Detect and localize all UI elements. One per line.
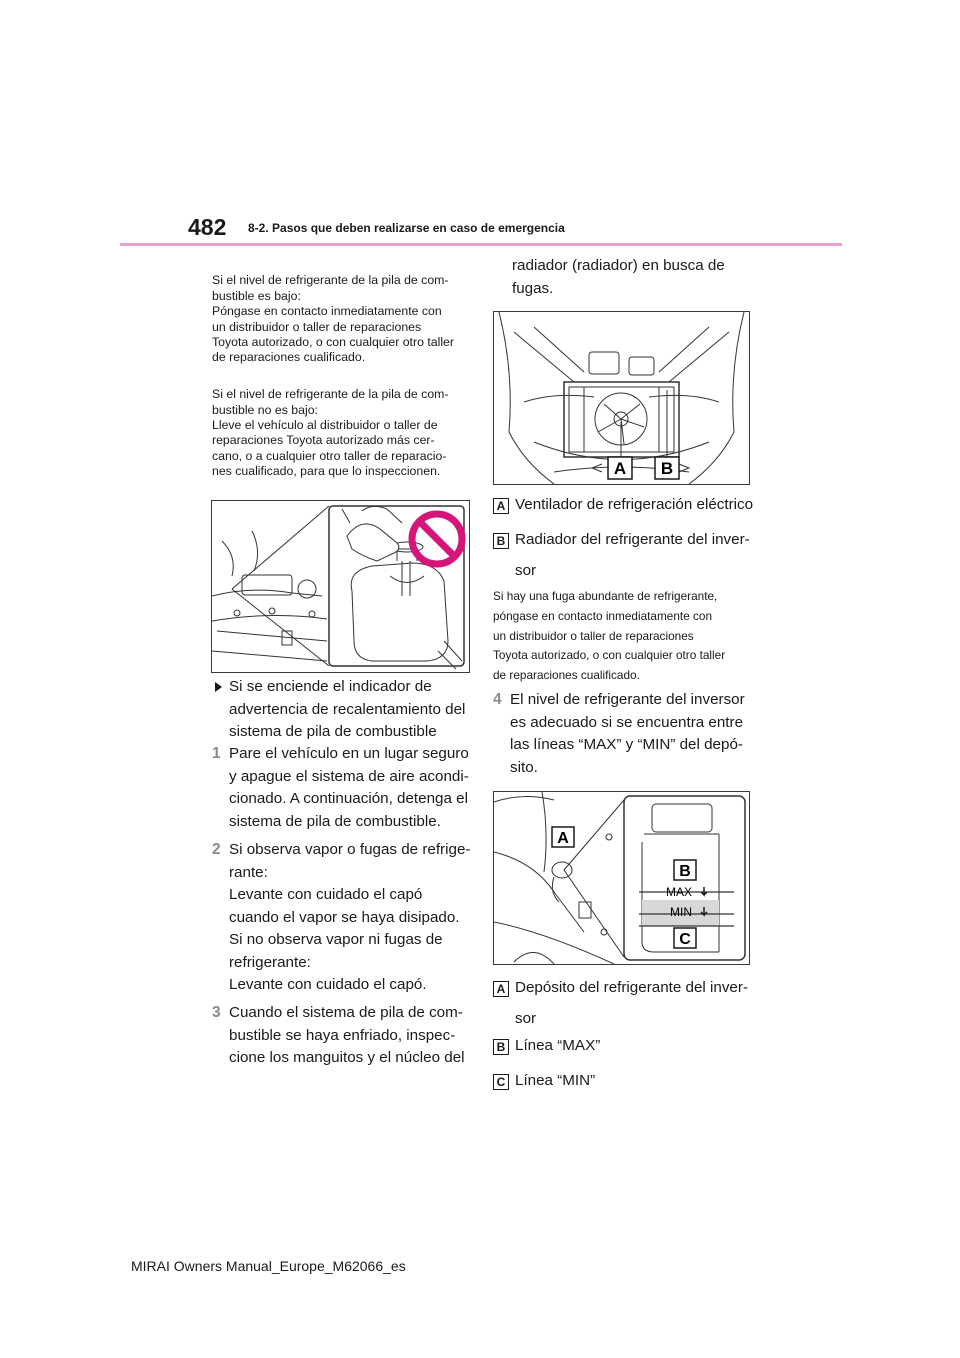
step-text: El nivel de refrigerante del inversor es adecuado si se encuentra entre las líneas “MAX” y “MIN” del depó- sito. (510, 691, 745, 776)
step-text: Pare el vehículo en un lugar seguro y apague el sistema de aire acondi- cionado. A continuación, detenga el sistema de pila de combustible. (229, 745, 469, 830)
legend-max-line (493, 1036, 755, 1061)
legend-text: Línea “MIN” (515, 1072, 596, 1089)
svg-text:A: A (557, 830, 569, 847)
figure-radiator (493, 311, 750, 485)
note-not-low-level: Si el nivel de refrigerante de la pila de com- bustible no es bajo: Lleve el vehículo al distribuidor o taller de reparaciones Toyota autorizado más cer- cano, o a cualquier otro taller de reparacio- nes cualificado, para que lo inspeccionen. (212, 387, 449, 479)
step-2 (212, 839, 474, 997)
legend-key: B (493, 533, 509, 549)
step-number: 4 (493, 691, 502, 708)
step-number: 1 (212, 745, 221, 762)
svg-text:B: B (679, 863, 691, 880)
legend-tank (493, 978, 755, 1034)
page-number: 482 (188, 214, 227, 240)
overheat-heading: Si se enciende el indicador de advertencia de recalentamiento del sistema de pila de combustible (212, 676, 472, 744)
step-text: Cuando el sistema de pila de com- bustible se haya enfriado, inspec- cione los manguitos y el núcleo del (229, 1004, 465, 1066)
legend-key: B (493, 1039, 509, 1055)
step-4 (493, 689, 755, 779)
callout-a-fig2 (552, 827, 574, 847)
figure-inverter-tank (493, 791, 750, 965)
step-3-continuation: radiador (radiador) en busca de fugas. (512, 257, 725, 297)
max-mark-label: MAX (666, 885, 693, 899)
svg-text:C: C (679, 931, 691, 948)
legend-fan (493, 495, 755, 520)
footer-manual-id: MIRAI Owners Manual_Europe_M62066_es (131, 1258, 406, 1274)
step-number: 3 (212, 1004, 221, 1021)
legend-text: Ventilador de refrigeración eléctrico (515, 496, 754, 513)
legend-radiator (493, 530, 755, 586)
note-low-level: Si el nivel de refrigerante de la pila de com- bustible es bajo: Póngase en contacto inmediatamente con un distribuidor o taller de reparaciones Toyota autorizado, o con cualquier otro taller de reparaciones cualificado. (212, 273, 454, 365)
callout-b-fig2 (674, 860, 696, 880)
svg-text:A: A (613, 459, 627, 478)
legend-text: Depósito del refrigerante del inver- sor (515, 979, 748, 1027)
legend-min-line (493, 1071, 755, 1096)
step-text: Si observa vapor o fugas de refrige- rante: Levante con cuidado el capó cuando el vapor se haya disipado. Si no observa vapor ni fugas de refrigerante: Levante con cuidado el capó. (229, 841, 471, 993)
section-title: 8-2. Pasos que deben realizarse en caso de emergencia (248, 221, 565, 235)
callout-b-fig1 (655, 457, 679, 479)
callout-a-fig1 (608, 457, 632, 479)
legend-key: A (493, 981, 509, 997)
step-3 (212, 1002, 474, 1070)
legend-key: A (493, 498, 509, 514)
legend-key: C (493, 1074, 509, 1090)
legend-text: Línea “MAX” (515, 1037, 601, 1054)
min-mark-label: MIN (670, 905, 692, 919)
legend-text: Radiador del refrigerante del inver- sor (515, 531, 750, 579)
triangle-bullet-icon (215, 682, 222, 692)
leak-note: Si hay una fuga abundante de refrigerante, póngase en contacto inmediatamente con un distribuidor o taller de reparaciones Toyota autorizado, o con cualquier otro taller de reparaciones cualificado. (493, 589, 726, 683)
callout-c-fig2 (674, 928, 696, 948)
figure-no-refill (211, 500, 470, 673)
svg-text:B: B (660, 459, 674, 478)
step-number: 2 (212, 841, 221, 858)
header-rule (120, 243, 842, 246)
step-1 (212, 743, 474, 833)
